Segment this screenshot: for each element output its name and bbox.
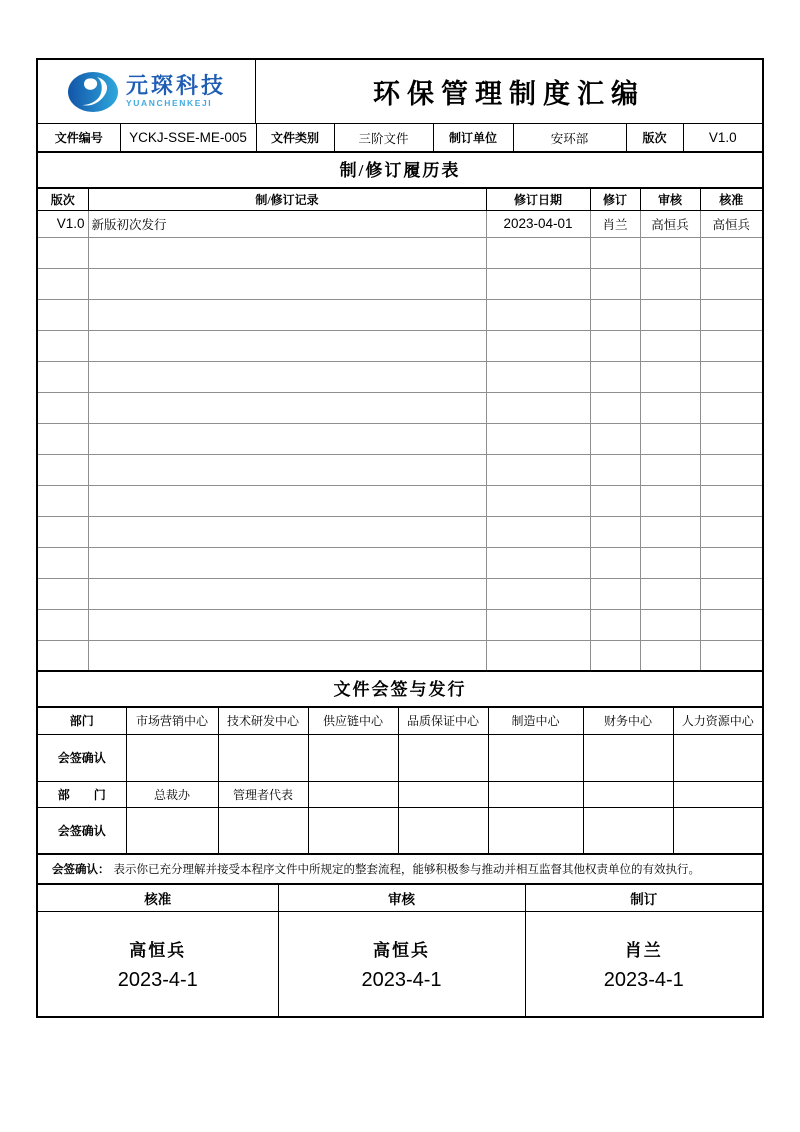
signoff-note-text: 表示你已充分理解并接受本程序文件中所规定的整套流程，能够积极参与推动并相互监督其他权责单位的有效执行。 [113, 864, 700, 876]
revision-empty-row [38, 578, 762, 609]
dept-cell [308, 781, 398, 807]
revision-empty-cell [590, 237, 640, 268]
revision-empty-cell [590, 547, 640, 578]
revision-empty-cell [38, 361, 88, 392]
revision-empty-cell [88, 640, 486, 671]
dept-cell: 技术研发中心 [218, 708, 308, 734]
revision-empty-cell [88, 516, 486, 547]
revision-empty-cell [38, 268, 88, 299]
signature-cell [673, 807, 762, 854]
revision-empty-cell [700, 237, 762, 268]
revision-record: 新版初次发行 [88, 210, 486, 237]
revision-empty-row [38, 392, 762, 423]
revision-empty-cell [700, 299, 762, 330]
revision-section-title: 制/修订履历表 [38, 153, 762, 189]
signature-cell [398, 807, 488, 854]
revision-empty-cell [640, 423, 700, 454]
approve-col-label: 核准 [38, 885, 278, 911]
revision-row [38, 210, 762, 237]
signoff-dept-header-row [38, 708, 762, 734]
revision-empty-cell [590, 640, 640, 671]
revision-empty-cell [38, 454, 88, 485]
revision-empty-cell [640, 547, 700, 578]
signoff-note [38, 855, 762, 885]
revision-empty-row [38, 361, 762, 392]
revision-empty-cell [88, 299, 486, 330]
drafter-name: 肖兰 [624, 940, 663, 960]
signature-cell [308, 734, 398, 781]
col-reviewer: 审核 [640, 189, 700, 210]
dept-cell: 管理者代表 [218, 781, 308, 807]
doc-number-label: 文件编号 [54, 131, 103, 145]
approver-name: 高恒兵 [129, 940, 187, 960]
revision-empty-row [38, 237, 762, 268]
revision-empty-cell [88, 485, 486, 516]
revision-empty-cell [88, 361, 486, 392]
revision-empty-cell [700, 361, 762, 392]
revision-empty-cell [700, 454, 762, 485]
revision-empty-cell [88, 237, 486, 268]
doc-unit-label: 制订单位 [433, 124, 513, 152]
revision-empty-cell [640, 237, 700, 268]
col-record: 制/修订记录 [88, 189, 486, 210]
reviewer-signature [278, 911, 525, 1016]
signature-cell [488, 807, 583, 854]
revision-empty-cell [590, 609, 640, 640]
dept-cell [673, 781, 762, 807]
revision-empty-row [38, 640, 762, 671]
signature-cell [673, 734, 762, 781]
revision-empty-row [38, 299, 762, 330]
col-reviser: 修订 [590, 189, 640, 210]
revision-empty-cell [590, 423, 640, 454]
approver-signature [38, 911, 278, 1016]
doc-unit-value: 安环部 [513, 124, 626, 152]
revision-empty-cell [88, 423, 486, 454]
col-version: 版次 [38, 189, 88, 210]
document-info-table [38, 124, 762, 153]
revision-empty-cell [590, 516, 640, 547]
revision-empty-cell [640, 361, 700, 392]
revision-empty-cell [486, 485, 590, 516]
revision-empty-cell [590, 485, 640, 516]
dept-cell: 人力资源中心 [673, 708, 762, 734]
brand-name: 元琛科技 [125, 73, 226, 99]
dept-label: 部门 [38, 708, 126, 734]
revision-empty-cell [38, 640, 88, 671]
revision-empty-row [38, 268, 762, 299]
revision-empty-cell [486, 454, 590, 485]
signature-cell [583, 807, 673, 854]
dept-cell [583, 781, 673, 807]
revision-empty-row [38, 485, 762, 516]
confirm-label: 会签确认 [38, 807, 126, 854]
signoff-note-label: 会签确认： [52, 864, 110, 876]
revision-empty-cell [590, 392, 640, 423]
doc-number-value: YCKJ-SSE-ME-005 [120, 124, 256, 152]
dept-cell [488, 781, 583, 807]
doc-category-label: 文件类别 [256, 124, 334, 152]
revision-empty-cell [38, 609, 88, 640]
yuanchen-logo-icon [67, 71, 119, 113]
revision-empty-cell [38, 547, 88, 578]
review-col-label: 审核 [278, 885, 525, 911]
document-info-row [38, 124, 762, 152]
revision-empty-cell [640, 578, 700, 609]
signoff-confirm-row-1 [38, 734, 762, 781]
revision-empty-cell [700, 578, 762, 609]
revision-empty-cell [700, 609, 762, 640]
title-cell [256, 60, 762, 123]
revision-empty-cell [486, 330, 590, 361]
revision-body [38, 210, 762, 671]
revision-empty-cell [590, 578, 640, 609]
revision-empty-cell [590, 454, 640, 485]
signature-cell [218, 807, 308, 854]
revision-empty-cell [88, 392, 486, 423]
dept-cell: 品质保证中心 [398, 708, 488, 734]
signoff-confirm-row-2 [38, 807, 762, 854]
revision-empty-cell [486, 299, 590, 330]
revision-empty-cell [590, 299, 640, 330]
signature-cell [398, 734, 488, 781]
revision-empty-cell [700, 392, 762, 423]
revision-reviewer: 高恒兵 [640, 210, 700, 237]
document-header [38, 60, 762, 124]
revision-approver: 高恒兵 [700, 210, 762, 237]
revision-date: 2023-04-01 [486, 210, 590, 237]
signature-cell [488, 734, 583, 781]
signoff-table [38, 708, 762, 855]
revision-empty-cell [640, 268, 700, 299]
signature-cell [308, 807, 398, 854]
signature-cell [218, 734, 308, 781]
revision-empty-cell [38, 423, 88, 454]
reviewer-date: 2023-4-1 [361, 968, 442, 991]
signature-cell [126, 734, 218, 781]
revision-empty-cell [700, 547, 762, 578]
revision-empty-cell [640, 330, 700, 361]
dept-cell: 总裁办 [126, 781, 218, 807]
revision-empty-row [38, 609, 762, 640]
revision-history-table [38, 189, 762, 672]
revision-empty-cell [640, 640, 700, 671]
revision-empty-row [38, 516, 762, 547]
revision-empty-cell [640, 609, 700, 640]
brand-text-block [126, 75, 226, 108]
signature-cell [583, 734, 673, 781]
approver-date: 2023-4-1 [117, 968, 198, 991]
revision-empty-cell [88, 268, 486, 299]
revision-empty-cell [590, 330, 640, 361]
revision-empty-cell [486, 547, 590, 578]
approval-table [38, 885, 762, 1016]
revision-empty-cell [700, 640, 762, 671]
revision-empty-cell [640, 392, 700, 423]
document-frame [36, 58, 764, 1018]
revision-empty-cell [88, 609, 486, 640]
dept-cell: 供应链中心 [308, 708, 398, 734]
page-title: 环保管理制度汇编 [373, 79, 645, 109]
revision-empty-cell [38, 578, 88, 609]
dept-cell: 市场营销中心 [126, 708, 218, 734]
revision-empty-cell [640, 454, 700, 485]
revision-empty-cell [486, 609, 590, 640]
confirm-label: 会签确认 [38, 734, 126, 781]
dept-cell: 财务中心 [583, 708, 673, 734]
revision-empty-cell [38, 516, 88, 547]
revision-reviser: 肖兰 [590, 210, 640, 237]
company-logo [38, 60, 256, 123]
revision-empty-row [38, 330, 762, 361]
revision-version: V1.0 [38, 210, 88, 237]
revision-empty-cell [486, 578, 590, 609]
revision-empty-cell [88, 547, 486, 578]
revision-empty-cell [700, 423, 762, 454]
revision-empty-cell [38, 330, 88, 361]
revision-empty-cell [486, 392, 590, 423]
reviewer-name: 高恒兵 [373, 940, 430, 960]
revision-header-row [38, 189, 762, 210]
revision-empty-cell [700, 268, 762, 299]
revision-empty-cell [88, 578, 486, 609]
doc-version-label: 版次 [626, 124, 683, 152]
signoff-section-title: 文件会签与发行 [38, 672, 762, 708]
revision-empty-cell [640, 299, 700, 330]
revision-empty-cell [700, 485, 762, 516]
drafter-date: 2023-4-1 [603, 968, 684, 991]
draft-col-label: 制订 [525, 885, 762, 911]
revision-empty-cell [640, 516, 700, 547]
col-date: 修订日期 [486, 189, 590, 210]
revision-empty-cell [486, 237, 590, 268]
drafter-signature [525, 911, 762, 1016]
revision-empty-cell [38, 237, 88, 268]
revision-empty-cell [486, 640, 590, 671]
doc-version-value: V1.0 [683, 124, 762, 152]
approval-header-row [38, 885, 762, 911]
revision-empty-cell [700, 330, 762, 361]
revision-empty-row [38, 547, 762, 578]
approval-signature-row [38, 911, 762, 1016]
revision-empty-cell [590, 268, 640, 299]
revision-empty-cell [88, 330, 486, 361]
revision-empty-cell [590, 361, 640, 392]
revision-empty-row [38, 454, 762, 485]
revision-empty-cell [88, 454, 486, 485]
dept-label: 部 门 [38, 781, 126, 807]
signoff-dept-row-2 [38, 781, 762, 807]
signature-cell [126, 807, 218, 854]
revision-empty-cell [486, 423, 590, 454]
brand-name-en: YUANCHENKEJI [125, 98, 213, 109]
revision-empty-cell [38, 485, 88, 516]
revision-empty-cell [486, 268, 590, 299]
revision-empty-cell [38, 392, 88, 423]
revision-empty-row [38, 423, 762, 454]
dept-cell [398, 781, 488, 807]
revision-empty-cell [700, 516, 762, 547]
col-approver: 核准 [700, 189, 762, 210]
dept-cell: 制造中心 [488, 708, 583, 734]
revision-empty-cell [486, 361, 590, 392]
doc-category-value: 三阶文件 [334, 124, 433, 152]
revision-empty-cell [38, 299, 88, 330]
revision-empty-cell [640, 485, 700, 516]
revision-empty-cell [486, 516, 590, 547]
